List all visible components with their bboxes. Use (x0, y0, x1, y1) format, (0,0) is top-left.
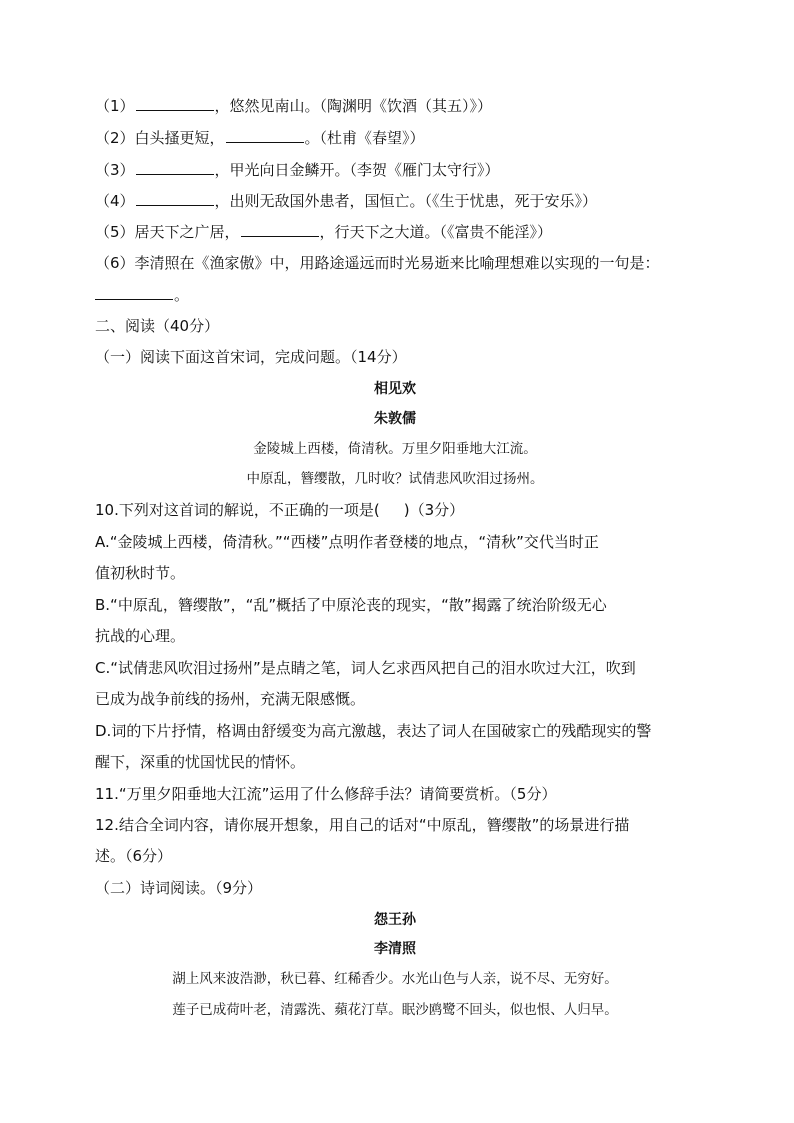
question-11: 11.“万里夕阳垂地大江流”运用了什么修辞手法？请简要赏析。（5分） (95, 785, 557, 803)
answer-blank[interactable] (136, 94, 214, 111)
answer-blank[interactable] (136, 158, 214, 175)
part-heading: （一）阅读下面这首宋词，完成问题。（14分） (95, 348, 407, 366)
question-10-stem (95, 499, 695, 521)
poem-line: 莲子已成荷叶老，清露洗、蘋花汀草。眠沙鸥鹭不回头，似也恨、人归早。 (172, 1002, 618, 1018)
section-heading: 二、阅读（40分） (95, 317, 220, 335)
poem-title: 怨王孙 (374, 912, 416, 928)
item-text: ，悠然见南山。（陶渊明《饮酒（其五）》） (214, 97, 493, 115)
item-number: （3） (95, 161, 135, 179)
item-text: ，甲光向日金鳞开。（李贺《雁门太守行》） (214, 161, 500, 179)
option-d: D.词的下片抒情，格调由舒缓变为高亢激越，表达了词人在国破家亡的残酷现实的警 (95, 722, 652, 740)
part-heading: （二）诗词阅读。（9分） (95, 879, 263, 897)
question-text: 10.下列对这首词的解说，不正确的一项是( (95, 501, 380, 519)
fill-item-4 (95, 189, 695, 212)
option-b: B.“中原乱，簪缨散”，“乱”概括了中原沦丧的现实，“散”揭露了统治阶级无心 (95, 596, 607, 614)
question-12: 12.结合全词内容，请你展开想象，用自己的话对“中原乱，簪缨散”的场景进行描 (95, 816, 630, 834)
fill-item-3 (95, 158, 695, 181)
poem-line: 湖上风来波浩渺，秋已暮、红稀香少。水光山色与人亲，说不尽、无穷好。 (172, 971, 618, 987)
fill-item-6-answer (95, 283, 695, 306)
item-text: 。（杜甫《春望》） (304, 129, 425, 147)
poem-author: 李清照 (374, 941, 416, 957)
option-d-cont: 醒下，深重的忧国忧民的情怀。 (95, 753, 306, 771)
answer-blank[interactable] (241, 220, 319, 237)
option-a-cont: 值初秋时节。 (95, 564, 186, 582)
fill-item-5 (95, 220, 695, 243)
item-number: （4） (95, 192, 135, 210)
option-c-cont: 已成为战争前线的扬州，充满无限感慨。 (95, 690, 366, 708)
option-b-cont: 抗战的心理。 (95, 627, 186, 645)
fill-item-2 (95, 126, 695, 149)
item-number: （1） (95, 97, 135, 115)
item-text: （2）白头搔更短， (95, 129, 225, 147)
item-text: （5）居天下之广居， (95, 223, 240, 241)
option-c: C.“试倩悲风吹泪过扬州”是点睛之笔，词人乞求西风把自己的泪水吹过大江，吹到 (95, 659, 636, 677)
item-text: ，行天下之大道。（《富贵不能淫》） (319, 223, 553, 241)
option-a: A.“金陵城上西楼，倚清秋。”“西楼”点明作者登楼的地点，“清秋”交代当时正 (95, 533, 599, 551)
question-12-cont: 述。（6分） (95, 847, 173, 865)
item-text: （6）李清照在《渔家傲》中，用路途遥远而时光易逝来比喻理想难以实现的一句是： (95, 254, 660, 272)
fill-item-1 (95, 94, 695, 117)
answer-blank[interactable] (226, 126, 304, 143)
item-text: 。 (174, 286, 190, 304)
poem-line: 中原乱，簪缨散，几时收？试倩悲风吹泪过扬州。 (246, 471, 544, 487)
poem-author: 朱敦儒 (374, 411, 416, 427)
poem-title: 相见欢 (374, 381, 416, 397)
item-text: ，出则无敌国外患者，国恒亡。（《生于忧患，死于安乐》） (214, 192, 598, 210)
answer-blank[interactable] (95, 283, 173, 300)
answer-blank[interactable] (136, 189, 214, 206)
fill-item-6 (95, 252, 695, 274)
question-text: )（3分） (403, 501, 465, 519)
poem-line: 金陵城上西楼，倚清秋。万里夕阳垂地大江流。 (253, 441, 537, 457)
